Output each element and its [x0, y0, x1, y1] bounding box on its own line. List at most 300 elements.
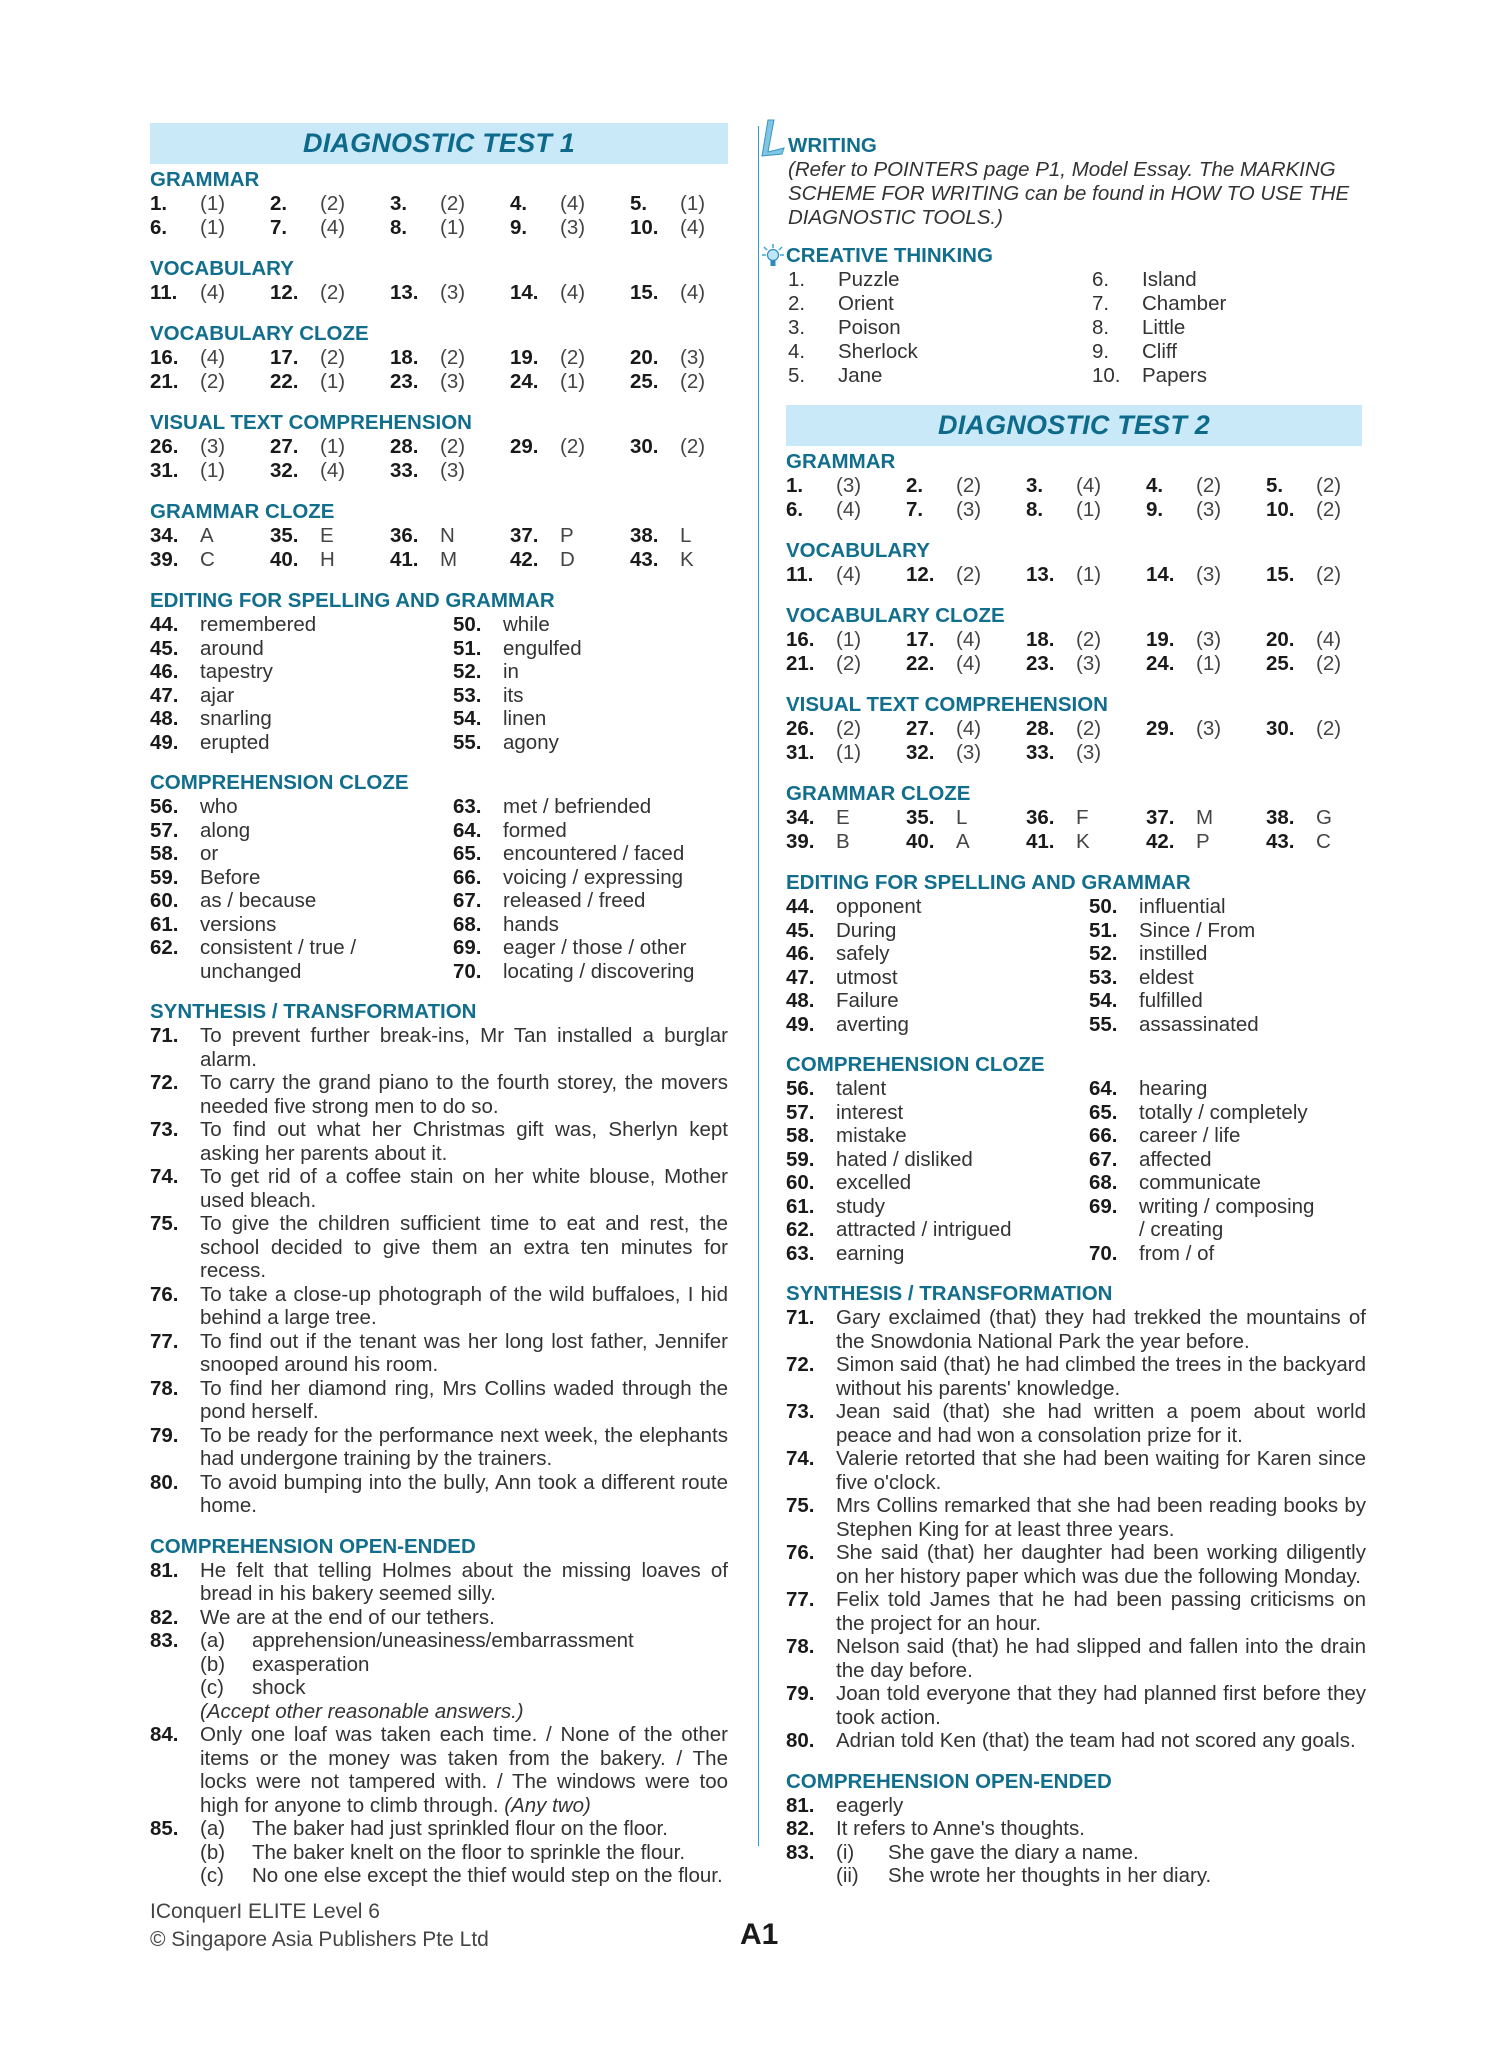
section-title: COMPREHENSION CLOZE: [786, 1053, 1045, 1076]
answer-cell: [906, 498, 1026, 522]
t2-visual-text-section: [786, 693, 1366, 765]
answer-text: Valerie retorted that she had been waiting for Karen since five o'clock.: [836, 1447, 1366, 1494]
question-number: 9.: [510, 216, 528, 239]
question-number: 7.: [906, 498, 924, 521]
list-item: [150, 1471, 728, 1518]
answer-cell: [270, 459, 390, 483]
question-number: 49.: [150, 730, 179, 754]
list-item: [150, 660, 453, 684]
question-number: 45.: [150, 636, 179, 660]
question-number: 23.: [390, 370, 419, 393]
answer-value: (4): [560, 281, 586, 304]
answer-cell: [630, 346, 750, 370]
answer-cell: [150, 281, 270, 305]
answer-text: To find her diamond ring, Mrs Collins waded through the pond herself.: [200, 1376, 728, 1423]
answer-block: [836, 1841, 1366, 1888]
question-number: 1.: [786, 474, 804, 497]
answer-cell: [1026, 498, 1146, 522]
list-col-left: [786, 1077, 1089, 1265]
sub-answer: [836, 1864, 1366, 1888]
list-item: [150, 613, 453, 637]
question-number: 38.: [630, 524, 659, 547]
answer-cell: [510, 216, 630, 240]
answer-value: B: [836, 830, 850, 853]
question-number: 8.: [390, 216, 408, 239]
answer-cell: [270, 370, 390, 394]
list-item: [150, 1817, 728, 1888]
pencil-icon: [760, 118, 786, 158]
answer-value: voicing / expressing: [503, 865, 684, 889]
question-number: 83.: [786, 1840, 815, 1864]
question-number: 15.: [1266, 563, 1295, 586]
question-number: 67.: [453, 889, 482, 912]
t1-grammar-cloze-section: [150, 500, 728, 572]
answer-text: [200, 1723, 728, 1817]
answer-cell: [1026, 830, 1146, 854]
question-number: 5.: [630, 192, 648, 215]
question-number: 48.: [150, 707, 179, 730]
answer-note: (Accept other reasonable answers.): [200, 1699, 524, 1723]
t2-grammar-cloze-section: [786, 782, 1366, 854]
answer-text: To avoid bumping into the bully, Ann took a different route home.: [200, 1470, 728, 1517]
question-number: 40.: [906, 830, 935, 853]
answer-cell: [786, 741, 906, 765]
answer-cell: [390, 524, 510, 548]
answer-cell: [786, 652, 906, 676]
question-number: 53.: [453, 683, 482, 707]
list-item: [150, 1071, 728, 1118]
answer-cell: [786, 563, 906, 587]
answer-cell: [786, 474, 906, 498]
question-number: 73.: [786, 1400, 815, 1423]
answer-value: assassinated: [1139, 1012, 1259, 1036]
answer-value: communicate: [1139, 1171, 1261, 1194]
question-number: 84.: [150, 1723, 179, 1746]
question-number: 74.: [150, 1165, 179, 1188]
question-number: 69.: [453, 936, 482, 959]
list-item: [1092, 364, 1362, 388]
answer-value: (3): [680, 346, 706, 369]
answer-grid: [786, 806, 1366, 854]
question-number: 55.: [1089, 1012, 1118, 1036]
list-item: [1089, 1077, 1324, 1101]
answer-cell: [906, 806, 1026, 830]
sub-label: (a): [200, 1817, 226, 1840]
sentence-list: [786, 1306, 1366, 1753]
answer-value: (1): [320, 370, 346, 393]
answer-cell: [906, 717, 1026, 741]
section-title: GRAMMAR: [150, 168, 260, 191]
t1-vocabulary-section: [150, 257, 728, 305]
list-item: [786, 1306, 1366, 1353]
question-number: 16.: [150, 346, 179, 369]
answer-block: [200, 1629, 728, 1723]
answer-value: (3): [836, 474, 862, 497]
t1-editing-section: [150, 589, 728, 754]
answer-value: snarling: [200, 707, 272, 730]
answer-value: (2): [320, 346, 346, 369]
answer-cell: [390, 281, 510, 305]
answer-value: safely: [836, 942, 890, 965]
question-number: 21.: [150, 370, 179, 393]
question-number: 55.: [453, 730, 482, 754]
answer-value: (1): [836, 628, 862, 651]
answer-value: interest: [836, 1100, 904, 1124]
t2-open-ended-section: [786, 1770, 1366, 1888]
answer-text: Nelson said (that) he had slipped and fallen into the drain the day before.: [836, 1635, 1366, 1682]
list-item: [786, 1013, 1089, 1037]
answer-value: (2): [440, 435, 466, 458]
sub-label: (i): [836, 1840, 855, 1864]
list-item: [453, 731, 728, 755]
open-ended-list: [150, 1559, 728, 1888]
list-item: [1089, 989, 1364, 1013]
question-number: 82.: [786, 1817, 815, 1840]
answer-value: (2): [836, 652, 862, 675]
list-item: [150, 1723, 728, 1817]
list-item: [786, 1447, 1366, 1494]
answer-value: hated / disliked: [836, 1147, 973, 1171]
answer-value: (4): [680, 281, 706, 304]
item-answer: Sherlock: [838, 340, 918, 363]
answer-cell: [1266, 474, 1386, 498]
answer-value: met / befriended: [503, 795, 652, 818]
answer-text: To find out if the tenant was her long lost father, Jennifer snooped around his room.: [200, 1329, 728, 1376]
list-item: [1089, 1242, 1324, 1266]
answer-value: tapestry: [200, 660, 273, 683]
answer-cell: [390, 346, 510, 370]
answer-cell: [1266, 806, 1386, 830]
answer-cell: [786, 830, 906, 854]
answer-cell: [1026, 563, 1146, 587]
answer-cell: [630, 548, 750, 572]
answer-value: (3): [1196, 563, 1222, 586]
item-answer: Chamber: [1142, 292, 1227, 315]
section-title: VOCABULARY CLOZE: [786, 604, 1005, 627]
answer-value: L: [956, 806, 968, 829]
list-col-right: [453, 613, 728, 754]
answer-cell: [1146, 474, 1266, 498]
question-number: 27.: [270, 435, 299, 458]
answer-value: from / of: [1139, 1241, 1215, 1265]
list-item: [786, 1817, 1366, 1841]
question-number: 70.: [453, 959, 482, 983]
writing-header: [786, 118, 1366, 158]
answer-value: study: [836, 1194, 885, 1218]
question-number: 11.: [150, 281, 178, 304]
question-number: 58.: [150, 842, 179, 865]
answer-value: (1): [680, 192, 706, 215]
question-number: 5.: [1266, 474, 1284, 497]
answer-value: (1): [560, 370, 586, 393]
answer-value: (3): [956, 741, 982, 764]
list-item: [150, 684, 453, 708]
answer-value: versions: [200, 912, 277, 936]
question-number: 13.: [390, 281, 419, 304]
section-title: COMPREHENSION OPEN-ENDED: [150, 1534, 476, 1558]
question-number: 54.: [1089, 989, 1118, 1012]
answer-value: (3): [1196, 498, 1222, 521]
answer-cell: [390, 435, 510, 459]
question-number: 79.: [150, 1423, 179, 1447]
answer-value: consistent / true / unchanged: [200, 936, 357, 983]
list-item: [786, 1077, 1089, 1101]
list-item: [150, 1629, 728, 1723]
question-number: 37.: [510, 524, 539, 547]
answer-value: hands: [503, 912, 559, 936]
list-item: [786, 989, 1089, 1013]
creative-thinking-section: [786, 244, 1366, 388]
list-item: [150, 936, 423, 983]
list-item: [150, 1283, 728, 1330]
question-number: 9.: [1146, 498, 1164, 521]
answer-text: To get rid of a coffee stain on her white blouse, Mother used bleach.: [200, 1165, 728, 1212]
answer-cell: [630, 281, 750, 305]
question-number: 77.: [150, 1329, 179, 1353]
answer-cell: [906, 652, 1026, 676]
answer-value: (3): [440, 459, 466, 482]
answer-value: affected: [1139, 1147, 1212, 1171]
question-number: 25.: [1266, 652, 1295, 675]
answer-value: mistake: [836, 1124, 907, 1147]
answer-value: (2): [560, 435, 586, 458]
list-item: [1089, 1195, 1324, 1242]
answer-value: C: [200, 548, 215, 571]
question-number: 70.: [1089, 1241, 1118, 1265]
answer-value: (4): [200, 281, 226, 304]
answer-value: (2): [1316, 474, 1342, 497]
answer-text: To take a close-up photograph of the wild buffaloes, I hid behind a large tree.: [200, 1282, 728, 1329]
answer-value: instilled: [1139, 942, 1208, 965]
sub-label: (c): [200, 1676, 224, 1699]
answer-cell: [786, 498, 906, 522]
answer-text: Mrs Collins remarked that she had been reading books by Stephen King for at least three years.: [836, 1494, 1366, 1541]
answer-value: as / because: [200, 889, 317, 912]
question-number: 12.: [270, 281, 299, 304]
sub-answer: [836, 1841, 1366, 1865]
question-number: 46.: [786, 942, 815, 965]
two-col-list: [786, 1077, 1366, 1265]
section-title: VOCABULARY: [150, 257, 294, 280]
answer-text: Simon said (that) he had climbed the trees in the backyard without his parents' knowledge.: [836, 1353, 1366, 1400]
answer-cell: [786, 717, 906, 741]
answer-value: talent: [836, 1077, 887, 1100]
question-number: 65.: [453, 842, 482, 865]
answer-value: its: [503, 683, 524, 707]
answer-cell: [390, 548, 510, 572]
question-number: 66.: [453, 865, 482, 889]
item-answer: Island: [1142, 268, 1197, 291]
question-number: 63.: [453, 795, 482, 818]
answer-value: (1): [320, 435, 346, 458]
question-number: 73.: [150, 1118, 179, 1141]
list-col-left: [788, 268, 1092, 388]
question-number: 16.: [786, 628, 815, 651]
answer-value: (4): [956, 717, 982, 740]
answer-value: attracted / intrigued: [836, 1218, 1012, 1241]
sentence-list: [150, 1024, 728, 1518]
page-number: A1: [740, 1918, 779, 1951]
answer-cell: [1146, 498, 1266, 522]
answer-value: (2): [440, 192, 466, 215]
answer-cell: [390, 216, 510, 240]
list-col-right: [453, 795, 728, 983]
answer-value: (2): [1316, 717, 1342, 740]
question-number: 24.: [510, 370, 539, 393]
question-number: 19.: [510, 346, 539, 369]
question-number: 4.: [510, 192, 528, 215]
sub-text: No one else except the thief would step on the flour.: [252, 1864, 723, 1887]
answer-grid: [786, 563, 1366, 587]
list-item: [150, 1559, 728, 1606]
answer-value: linen: [503, 707, 547, 730]
answer-value: P: [560, 524, 574, 547]
question-number: 80.: [786, 1729, 815, 1752]
question-number: 85.: [150, 1817, 179, 1840]
list-item: [786, 1242, 1089, 1266]
answer-value: (2): [680, 370, 706, 393]
answer-value: eldest: [1139, 965, 1194, 989]
list-col-right: [1089, 1077, 1364, 1265]
t2-grammar-section: [786, 450, 1366, 522]
section-title: WRITING: [788, 134, 877, 157]
section-header: [786, 244, 1366, 268]
question-number: 22.: [270, 370, 299, 393]
answer-text: It refers to Anne's thoughts.: [836, 1817, 1085, 1840]
answer-text: To give the children sufficient time to eat and rest, the school decided to give them an extra ten minutes for recess.: [200, 1212, 728, 1282]
answer-text: We are at the end of our tethers.: [200, 1605, 495, 1629]
sub-label: (c): [200, 1864, 224, 1887]
answer-value: agony: [503, 730, 559, 754]
answer-cell: [1266, 830, 1386, 854]
sub-label: (a): [200, 1629, 226, 1652]
question-number: 28.: [390, 435, 419, 458]
answer-value: (3): [1196, 717, 1222, 740]
footer: [150, 1898, 489, 1954]
answer-cell: [270, 192, 390, 216]
answer-text: To prevent further break-ins, Mr Tan installed a burglar alarm.: [200, 1024, 728, 1071]
list-item: [1089, 942, 1364, 966]
answer-grid: [786, 474, 1366, 522]
list-item: [788, 316, 1092, 340]
answer-cell: [1026, 741, 1146, 765]
answer-value: (2): [680, 435, 706, 458]
t2-comprehension-cloze-section: [786, 1053, 1366, 1265]
t1-comprehension-cloze-section: [150, 771, 728, 983]
list-item: [150, 637, 453, 661]
answer-value: totally / completely: [1139, 1100, 1308, 1124]
question-number: 33.: [1026, 741, 1055, 764]
question-number: 53.: [1089, 965, 1118, 989]
answer-cell: [786, 806, 906, 830]
item-number: 3.: [788, 316, 806, 339]
answer-value: (4): [200, 346, 226, 369]
answer-value: L: [680, 524, 692, 547]
sub-answer: [200, 1629, 728, 1653]
item-number: 1.: [788, 268, 806, 291]
list-item: [786, 966, 1089, 990]
answer-value: P: [1196, 830, 1210, 853]
answer-value: K: [680, 548, 694, 571]
item-number: 8.: [1092, 316, 1110, 339]
answer-text: She said (that) her daughter had been working diligently on her history paper which was due the following Monday.: [836, 1541, 1366, 1588]
answer-cell: [786, 628, 906, 652]
two-col-list: [786, 268, 1366, 388]
answer-value: M: [440, 548, 458, 571]
answer-cell: [270, 548, 390, 572]
question-number: 30.: [1266, 717, 1295, 740]
answer-value: (2): [1316, 652, 1342, 675]
question-number: 68.: [1089, 1171, 1118, 1194]
question-number: 10.: [630, 216, 659, 239]
question-number: 2.: [906, 474, 924, 497]
list-col-left: [150, 795, 453, 983]
answer-value: (3): [200, 435, 226, 458]
answer-value: (2): [320, 281, 346, 304]
answer-cell: [270, 346, 390, 370]
list-item: [453, 819, 728, 843]
question-number: 24.: [1146, 652, 1175, 675]
t1-vocab-cloze-section: [150, 322, 728, 394]
answer-cell: [906, 830, 1026, 854]
list-item: [150, 795, 423, 819]
list-item: [453, 613, 728, 637]
list-item: [453, 637, 728, 661]
answer-grid: [786, 628, 1366, 676]
answer-value: K: [1076, 830, 1090, 853]
list-col-right: [1092, 268, 1362, 388]
answer-grid: [150, 435, 728, 483]
answer-cell: [510, 524, 630, 548]
section-title: VOCABULARY: [786, 539, 930, 562]
sub-answer: [200, 1653, 728, 1677]
answer-value: locating / discovering: [503, 959, 695, 983]
answer-value: fulfilled: [1139, 989, 1203, 1012]
answer-value: (1): [440, 216, 466, 239]
answer-value: encountered / faced: [503, 842, 685, 865]
question-number: 4.: [1146, 474, 1164, 497]
sub-answer: [200, 1841, 728, 1865]
answer-grid: [150, 192, 728, 240]
question-number: 6.: [786, 498, 804, 521]
answer-cell: [270, 435, 390, 459]
answer-text: Felix told James that he had been passing criticisms on the project for an hour.: [836, 1588, 1366, 1635]
answer-value: who: [200, 795, 238, 818]
list-item: [786, 1682, 1366, 1729]
answer-cell: [1146, 563, 1266, 587]
item-answer: Papers: [1142, 364, 1207, 387]
question-number: 36.: [1026, 806, 1055, 829]
answer-note: (Any two): [504, 1793, 591, 1817]
question-number: 79.: [786, 1682, 815, 1705]
sub-answer: [200, 1676, 728, 1700]
question-number: 54.: [453, 707, 482, 730]
answer-cell: [150, 192, 270, 216]
answer-value: writing / composing / creating: [1139, 1194, 1315, 1241]
question-number: 47.: [786, 965, 815, 989]
question-number: 13.: [1026, 563, 1055, 586]
question-number: 17.: [906, 628, 935, 651]
answer-value: (3): [560, 216, 586, 239]
answer-value: (2): [1196, 474, 1222, 497]
question-number: 77.: [786, 1588, 815, 1611]
list-item: [1089, 1013, 1364, 1037]
left-column: [150, 123, 728, 1888]
question-number: 31.: [786, 741, 815, 764]
list-item: [150, 866, 423, 890]
answer-value: A: [956, 830, 970, 853]
answer-value: (2): [836, 717, 862, 740]
